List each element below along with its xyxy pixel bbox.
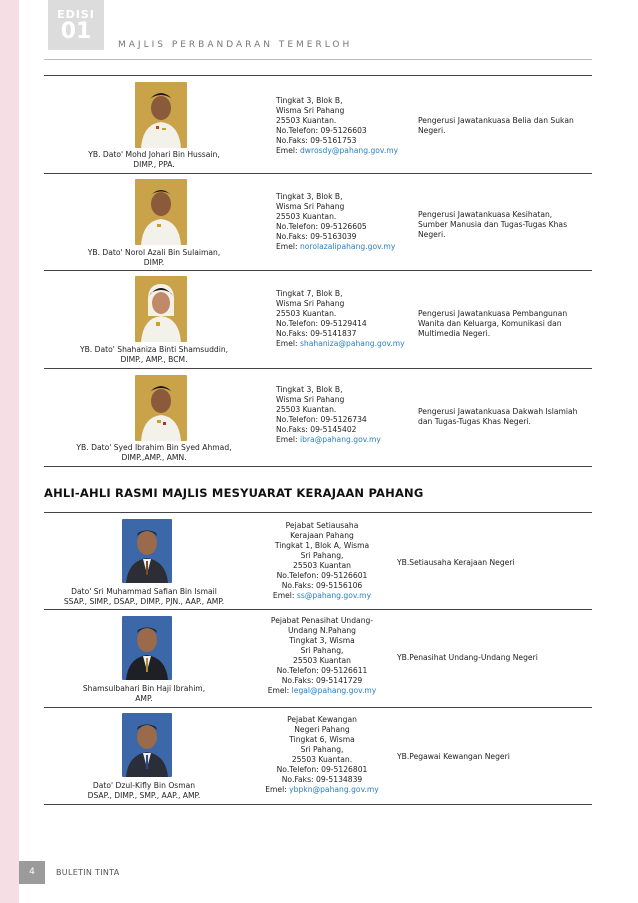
edition-number: 01 <box>60 19 92 44</box>
member-role: Pengerusi Jawatankuasa Kesihatan, Sumber Manusia dan Tugas-Tugas Khas Negeri. <box>418 210 568 239</box>
table-row <box>44 708 592 805</box>
official-role: YB.Penasihat Undang-Undang Negeri <box>397 653 538 662</box>
member-role: Pengerusi Jawatankuasa Belia dan Sukan Negeri. <box>418 116 574 135</box>
member-portrait-photo <box>135 82 187 148</box>
email-link[interactable]: ss@pahang.gov.my <box>296 591 372 600</box>
member-name: YB. Dato' Mohd Johari Bin Hussain, DIMP., PPA. <box>88 150 220 169</box>
member-address: Tingkat 7, Blok B, Wisma Sri Pahang 25503 Kuantan. No.Telefon: 09-5129414 No.Faks: 09-5141837 Emel: shahaniza@pahang.gov.my <box>276 289 405 348</box>
member-portrait-photo <box>135 179 187 245</box>
header-divider <box>44 59 592 60</box>
official-name: Dato' Dzul-Kifly Bin Osman DSAP., DIMP., SMP., AAP., AMP. <box>87 781 201 800</box>
official-address: Pejabat Setiausaha Kerajaan Pahang Tingkat 1, Blok A, Wisma Sri Pahang, 25503 Kuantan No.Telefon: 09-5126601 No.Faks: 09-5156106 Emel: ss@pahang.gov.my <box>272 521 372 600</box>
member-address: Tingkat 3, Blok B, Wisma Sri Pahang 25503 Kuantan. No.Telefon: 09-5126603 No.Faks: 09-5161753 Emel: dwrosdy@pahang.gov.my <box>276 96 399 155</box>
side-color-strip <box>0 0 19 903</box>
email-link[interactable]: ibra@pahang.gov.my <box>299 435 381 444</box>
table-row <box>44 75 592 174</box>
member-portrait-photo <box>135 276 187 342</box>
member-name: YB. Dato' Norol Azali Bin Sulaiman, DIMP. <box>87 248 221 267</box>
member-name: YB. Dato' Syed Ibrahim Bin Syed Ahmad, DIMP.,AMP., AMN. <box>76 443 232 462</box>
publication-title: MAJLIS PERBANDARAN TEMERLOH <box>118 40 353 50</box>
official-portrait-photo <box>122 616 172 680</box>
official-name: Dato' Sri Muhammad Safian Bin Ismail SSAP., SIMP., DSAP., DIMP., PJN., AAP., AMP. <box>63 587 225 606</box>
table-row <box>44 369 592 467</box>
member-address: Tingkat 3, Blok B, Wisma Sri Pahang 25503 Kuantan. No.Telefon: 09-5126734 No.Faks: 09-5145402 Emel: ibra@pahang.gov.my <box>276 385 381 444</box>
edition-label: EDISI <box>57 8 95 21</box>
email-link[interactable]: dwrosdy@pahang.gov.my <box>299 146 399 155</box>
member-role: Pengerusi Jawatankuasa Dakwah Islamiah dan Tugas-Tugas Khas Negeri. <box>418 407 578 426</box>
member-address: Tingkat 3, Blok B, Wisma Sri Pahang 25503 Kuantan. No.Telefon: 09-5126605 No.Faks: 09-5163039 Emel: norolazalipahang.gov.my <box>276 192 396 251</box>
member-name: YB. Dato' Shahaniza Binti Shamsuddin, DIMP., AMP., BCM. <box>79 345 229 364</box>
official-name: Shamsulbahari Bin Haji Ibrahim, AMP. <box>82 684 206 703</box>
table-row <box>44 610 592 708</box>
member-portrait-photo <box>135 375 187 441</box>
official-portrait-photo <box>122 713 172 777</box>
section-title: AHLI-AHLI RASMI MAJLIS MESYUARAT KERAJAAN PAHANG <box>44 486 424 500</box>
email-link[interactable]: ybpkn@pahang.gov.my <box>289 785 379 794</box>
official-address: Pejabat Kewangan Negeri Pahang Tingkat 6, Wisma Sri Pahang, 25503 Kuantan. No.Telefon: 09-5126801 No.Faks: 09-5134839 Emel: ybpkn@pahang.gov.my <box>265 715 379 794</box>
member-role: Pengerusi Jawatankuasa Pembangunan Wanita dan Keluarga, Komunikasi dan Multimedia Negeri. <box>418 309 568 338</box>
table-row <box>44 512 592 610</box>
table-row <box>44 174 592 271</box>
email-link[interactable]: shahaniza@pahang.gov.my <box>299 339 405 348</box>
email-link[interactable]: legal@pahang.gov.my <box>291 686 377 695</box>
official-role: YB.Pegawai Kewangan Negeri <box>397 752 510 761</box>
edition-badge <box>48 0 104 50</box>
official-role: YB.Setiausaha Kerajaan Negeri <box>397 558 515 567</box>
email-link[interactable]: norolazalipahang.gov.my <box>299 242 396 251</box>
officials-table <box>44 512 592 805</box>
table-row <box>44 271 592 369</box>
page-number: 4 <box>19 861 45 884</box>
official-address: Pejabat Penasihat Undang- Undang N.Pahang Tingkat 3, Wisma Sri Pahang, 25503 Kuantan No.Telefon: 09-5126611 No.Faks: 09-5141729 Emel: legal@pahang.gov.my <box>267 616 377 695</box>
footer-publication-name: BULETIN TINTA <box>56 868 120 877</box>
committee-members-table <box>44 75 592 467</box>
official-portrait-photo <box>122 519 172 583</box>
